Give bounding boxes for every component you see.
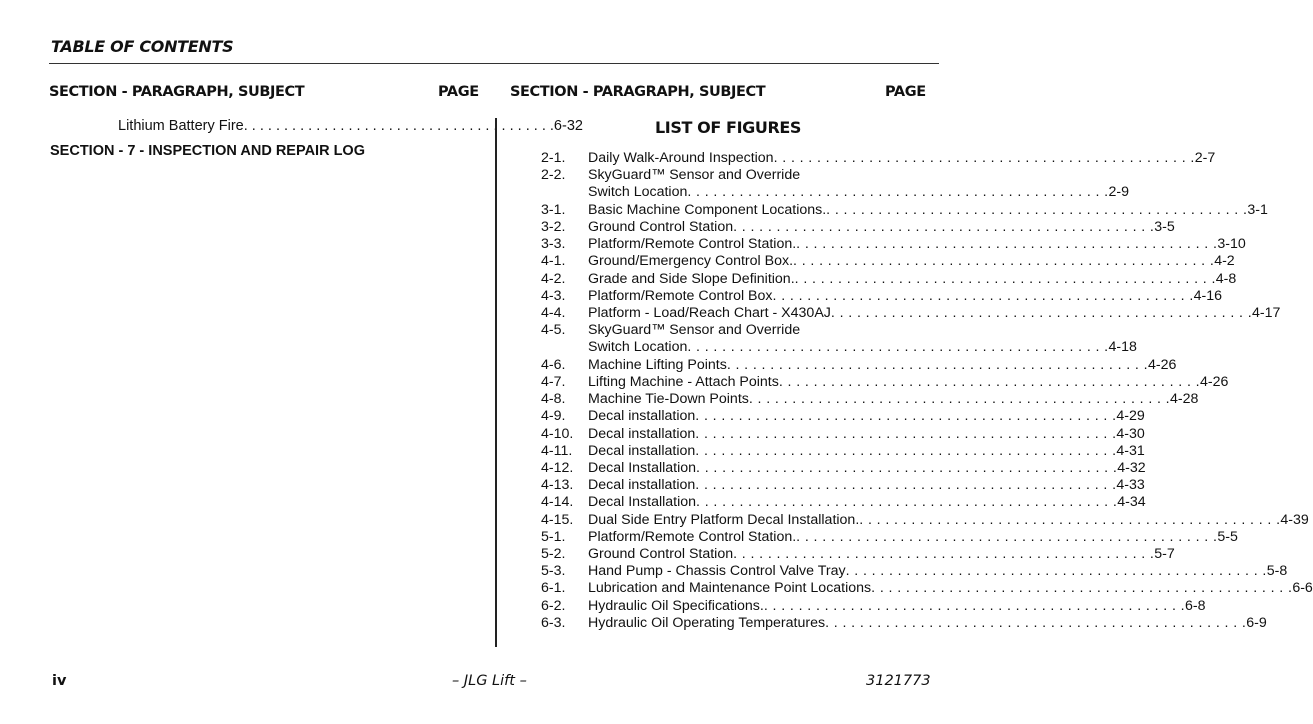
figure-entry — [588, 494, 1146, 511]
figure-number: 4-15. — [541, 511, 574, 528]
figure-row[interactable] — [541, 391, 1199, 408]
figure-title: Basic Machine Component Locations. — [588, 201, 827, 218]
figure-number: 5-3. — [541, 563, 566, 580]
leader-dots: . . . . . . . . . . . . . . . . . . . . . . . . . . . . . . . . . . . . . . . . . . . . . . . . . — [748, 391, 1171, 408]
figure-row[interactable] — [541, 236, 1246, 253]
figure-entry — [588, 339, 1137, 356]
figure-entry — [588, 184, 1129, 201]
figure-title: Platform/Remote Control Station. — [588, 236, 797, 253]
figure-number: 6-2. — [541, 597, 566, 614]
figure-title: Platform - Load/Reach Chart - X430AJ — [588, 304, 831, 321]
figure-row[interactable] — [541, 528, 1238, 546]
figure-title: Decal installation — [588, 442, 696, 459]
leader-dots: . . . . . . . . . . . . . . . . . . . . . . . . . . . . . . . . . . . . . . . . . . . . . . . . . — [687, 184, 1109, 201]
figure-entry — [588, 460, 1146, 477]
leader-dots: . . . . . . . . . . . . . . . . . . . . . . . . . . . . . . . . . . . . . . . . . . . . . . . . . — [687, 339, 1109, 356]
leader-dots: . . . . . . . . . . . . . . . . . . . . . . . . . . . . . . . . . . . . . . . . . . . . . . . . . — [825, 614, 1247, 631]
figure-entry — [588, 253, 1235, 270]
figure-title: Switch Location — [588, 184, 688, 201]
footer-title: – JLG Lift – — [452, 673, 527, 689]
figure-entry — [588, 563, 1287, 580]
figure-title: Decal Installation — [588, 494, 697, 511]
figure-row[interactable] — [541, 494, 1146, 511]
figure-entry — [588, 150, 1215, 167]
figure-entry — [588, 391, 1198, 408]
figure-number: 4-14. — [541, 494, 574, 511]
figure-page: 4-18 — [1108, 339, 1137, 356]
figure-row[interactable] — [541, 304, 1281, 322]
figure-page: 4-8 — [1215, 270, 1237, 287]
footer-page-number: iv — [52, 673, 67, 689]
figure-title: Lubrication and Maintenance Point Locations — [588, 580, 872, 597]
figure-title: Ground/Emergency Control Box. — [588, 253, 794, 270]
figure-number: 3-1. — [541, 201, 566, 218]
figure-entry — [588, 167, 938, 184]
leader-dots: . . . . . . . . . . . . . . . . . . . . . . . . . . . . . . . . . . . . . . . . . . . . . . . . . — [773, 150, 1195, 166]
figure-page: 4-28 — [1170, 391, 1199, 408]
figure-row[interactable] — [541, 184, 1130, 201]
figure-entry — [588, 529, 1238, 546]
figure-title: Decal installation — [588, 477, 696, 494]
leader-dots: . . . . . . . . . . . . . . . . . . . . . . . . . . . . . . . . . . . . . . . . . . . . . . . . . — [778, 373, 1201, 390]
leader-dots: . . . . . . . . . . . . . . . . . . . . . . . . . . . . . . . . . . . . . . . . . . . . . . . . . — [796, 236, 1218, 253]
leader-dots: . . . . . . . . . . . . . . . . . . . . . . . . . . . . . . . . . . . . . . . . . . . . . . . . . — [695, 442, 1117, 459]
figure-row[interactable] — [541, 150, 1216, 167]
leader-dots: . . . . . . . . . . . . . . . . . . . . . . . . . . . . . . . . . . . . . . . . . . . . . . . . . — [845, 563, 1267, 580]
figure-number: 3-2. — [541, 218, 566, 235]
list-of-figures-title: LIST OF FIGURES — [655, 118, 802, 137]
toc-entry-lithium-battery-fire[interactable] — [118, 118, 583, 134]
figure-number: 4-4. — [541, 304, 566, 321]
figure-title: Hydraulic Oil Operating Temperatures — [588, 614, 826, 631]
figure-page: 4-16 — [1193, 287, 1223, 304]
figure-title: SkyGuard™ Sensor and Override — [588, 322, 801, 339]
leader-dots: . . . . . . . . . . . . . . . . . . . . . . . . . . . . . . . . . . . . . . . . . . . . . . . . . — [726, 356, 1148, 373]
leader-dots: . . . . . . . . . . . . . . . . . . . . . . . . . . . . . . . . . . . . . . . . . . . . . . . . . — [733, 546, 1155, 563]
figure-entry — [588, 219, 1175, 236]
leader-dots: . . . . . . . . . . . . . . . . . . . . . . . . . . . . . . . . . . . . . . . . . . . . . . . . . — [733, 218, 1155, 235]
leader-dots: . . . . . . . . . . . . . . . . . . . . . . . . . . . . . . . . . . . . . . . . . . . . . . . . . — [826, 201, 1248, 218]
figure-entry — [588, 546, 1175, 563]
figure-row — [541, 322, 938, 339]
leader-dots: . . . . . . . . . . . . . . . . . . . . . . . . . . . . . . . . . . . . . . . . . . . . . . . . . — [696, 494, 1118, 511]
figure-row — [541, 167, 938, 184]
figure-page: 4-26 — [1147, 356, 1177, 373]
figure-page: 5-7 — [1154, 546, 1175, 563]
figure-title: Grade and Side Slope Definition. — [588, 270, 795, 287]
footer-doc-number: 3121773 — [866, 673, 931, 689]
figure-row[interactable] — [541, 408, 1145, 425]
figure-page: 4-30 — [1116, 425, 1145, 442]
figure-row[interactable] — [541, 459, 1146, 477]
figure-entry — [588, 305, 1280, 322]
figure-title: Ground Control Station — [588, 546, 734, 563]
figure-number: 4-3. — [541, 287, 566, 304]
leader-dots: . . . . . . . . . . . . . . . . . . . . . . . . . . . . . . . . . . . . . . . . . . . . . . . . . — [830, 304, 1253, 321]
leader-dots: . . . . . . . . . . . . . . . . . . . . . . . . . . . . . . . . . . . . . . . . . . . . . . . . . — [796, 528, 1218, 545]
figure-page: 5-8 — [1266, 563, 1288, 580]
leader-dots: . . . . . . . . . . . . . . . . . . . . . . . . . . . . . . . . . . . . . . . . . . . . . . . . . — [772, 287, 1194, 304]
figure-number: 4-12. — [541, 459, 574, 476]
figure-entry — [588, 374, 1228, 391]
figure-entry — [588, 615, 1267, 632]
figure-page: 4-17 — [1252, 304, 1281, 321]
figure-entry — [588, 271, 1236, 288]
figure-row[interactable] — [541, 356, 1177, 374]
figure-title: SkyGuard™ Sensor and Override — [588, 167, 801, 184]
figure-number: 4-2. — [541, 270, 566, 287]
toc-entry-page: 6-32 — [553, 118, 583, 134]
figure-entry — [588, 357, 1176, 374]
leader-dots: . . . . . . . . . . . . . . . . . . . . . . . . . . . . . . . . . . . . . . . . . . . . . . . . . — [871, 580, 1293, 597]
figure-list — [541, 150, 1313, 632]
figure-row[interactable] — [541, 477, 1145, 494]
figure-entry — [588, 443, 1145, 460]
figure-entry — [588, 288, 1222, 305]
figure-entry — [588, 598, 1206, 615]
leader-dots: . . . . . . . . . . . . . . . . . . . . . . . . . . . . . . . . . . . . . . . . . . . . . . . . . — [859, 511, 1281, 528]
page-title: TABLE OF CONTENTS — [51, 37, 234, 56]
figure-title: Hand Pump - Chassis Control Valve Tray — [588, 563, 846, 580]
right-column-heading: SECTION - PARAGRAPH, SUBJECT — [510, 84, 766, 100]
toc-entry-label: Lithium Battery Fire — [118, 118, 244, 134]
figure-number: 4-13. — [541, 477, 574, 494]
leader-dots: . . . . . . . . . . . . . . . . . . . . . . . . . . . . . . . . . . . . . . . . . . . . . . . . . — [695, 408, 1117, 425]
figure-number: 4-1. — [541, 253, 566, 270]
figure-row[interactable] — [541, 201, 1268, 219]
leader-dots: . . . . . . . . . . . . . . . . . . . . . . . . . . . . . . . . . . . . . . . . . . . . . . . . . — [695, 477, 1117, 494]
figure-number: 4-10. — [541, 425, 574, 442]
figure-row[interactable] — [541, 614, 1267, 632]
figure-entry — [588, 322, 938, 339]
figure-entry — [588, 426, 1145, 443]
figure-title: Machine Lifting Points — [588, 356, 727, 373]
figure-row[interactable] — [541, 339, 1137, 356]
figure-number: 6-1. — [541, 580, 566, 597]
figure-number — [541, 184, 588, 201]
figure-row[interactable] — [541, 546, 1175, 563]
right-page-heading: PAGE — [885, 84, 926, 100]
figure-page: 2-9 — [1108, 184, 1130, 201]
figure-page: 4-33 — [1116, 477, 1145, 494]
figure-row[interactable] — [541, 511, 1309, 529]
figure-row[interactable] — [541, 270, 1237, 288]
leader-dots: . . . . . . . . . . . . . . . . . . . . . . . . . . . . . . . . . . . . . . . — [243, 118, 554, 134]
figure-entry — [588, 512, 1309, 529]
figure-title: Daily Walk-Around Inspection — [588, 150, 774, 166]
figure-row[interactable] — [541, 287, 1223, 305]
figure-page: 3-1 — [1247, 201, 1268, 218]
figure-row[interactable] — [541, 218, 1175, 236]
figure-entry — [588, 477, 1145, 494]
figure-title: Dual Side Entry Platform Decal Installation. — [588, 511, 860, 528]
figure-page: 4-32 — [1117, 459, 1146, 476]
header-rule — [49, 63, 939, 64]
figure-page: 3-5 — [1154, 218, 1175, 235]
figure-title: Lifting Machine - Attach Points — [588, 373, 779, 390]
figure-number: 4-9. — [541, 408, 566, 425]
figure-page: 6-6 — [1292, 580, 1313, 597]
figure-page: 6-9 — [1246, 614, 1267, 631]
figure-title: Platform/Remote Control Station. — [588, 528, 797, 545]
figure-entry — [588, 236, 1246, 253]
figure-page: 4-39 — [1280, 511, 1309, 528]
figure-page: 4-29 — [1116, 408, 1145, 425]
leader-dots: . . . . . . . . . . . . . . . . . . . . . . . . . . . . . . . . . . . . . . . . . . . . . . . . . — [763, 597, 1185, 614]
column-divider — [495, 118, 497, 647]
figure-title: Machine Tie-Down Points — [588, 391, 749, 408]
section-7-heading: SECTION - 7 - INSPECTION AND REPAIR LOG — [50, 143, 365, 159]
figure-number: 3-3. — [541, 236, 566, 253]
figure-page: 4-26 — [1200, 373, 1229, 390]
figure-number: 6-3. — [541, 614, 566, 631]
figure-title: Decal installation — [588, 408, 696, 425]
figure-title: Decal Installation — [588, 459, 697, 476]
figure-row[interactable] — [541, 373, 1229, 391]
leader-dots: . . . . . . . . . . . . . . . . . . . . . . . . . . . . . . . . . . . . . . . . . . . . . . . . . — [695, 425, 1117, 442]
leader-dots: . . . . . . . . . . . . . . . . . . . . . . . . . . . . . . . . . . . . . . . . . . . . . . . . . — [696, 459, 1118, 476]
leader-dots: . . . . . . . . . . . . . . . . . . . . . . . . . . . . . . . . . . . . . . . . . . . . . . . . . — [794, 270, 1216, 287]
figure-entry — [588, 580, 1313, 597]
left-page-heading: PAGE — [438, 84, 479, 100]
figure-number — [541, 339, 588, 356]
figure-number: 4-5. — [541, 322, 566, 339]
left-column-heading: SECTION - PARAGRAPH, SUBJECT — [49, 84, 305, 100]
figure-entry — [588, 408, 1145, 425]
figure-row[interactable] — [541, 563, 1288, 580]
figure-page: 4-34 — [1117, 494, 1146, 511]
figure-row[interactable] — [541, 442, 1145, 460]
figure-row[interactable] — [541, 580, 1313, 597]
figure-number: 4-11. — [541, 442, 573, 459]
figure-number: 5-2. — [541, 546, 566, 563]
figure-number: 2-1. — [541, 150, 566, 166]
figure-page: 5-5 — [1217, 528, 1238, 545]
figure-number: 2-2. — [541, 167, 566, 184]
figure-title: Ground Control Station — [588, 218, 734, 235]
figure-number: 4-6. — [541, 356, 566, 373]
figure-row[interactable] — [541, 425, 1145, 443]
figure-title: Decal installation — [588, 425, 696, 442]
figure-number: 4-8. — [541, 391, 566, 408]
figure-title: Hydraulic Oil Specifications. — [588, 597, 764, 614]
leader-dots: . . . . . . . . . . . . . . . . . . . . . . . . . . . . . . . . . . . . . . . . . . . . . . . . . — [793, 253, 1215, 270]
figure-row[interactable] — [541, 253, 1235, 270]
figure-number: 4-7. — [541, 373, 566, 390]
figure-entry — [588, 202, 1268, 219]
figure-page: 4-31 — [1116, 442, 1145, 459]
figure-page: 6-8 — [1185, 597, 1206, 614]
figure-page: 4-2 — [1214, 253, 1235, 270]
figure-page: 3-10 — [1217, 236, 1246, 253]
figure-page: 2-7 — [1194, 150, 1216, 166]
figure-title: Platform/Remote Control Box — [588, 287, 773, 304]
figure-number: 5-1. — [541, 528, 566, 545]
figure-row[interactable] — [541, 597, 1206, 615]
figure-title: Switch Location — [588, 339, 688, 356]
